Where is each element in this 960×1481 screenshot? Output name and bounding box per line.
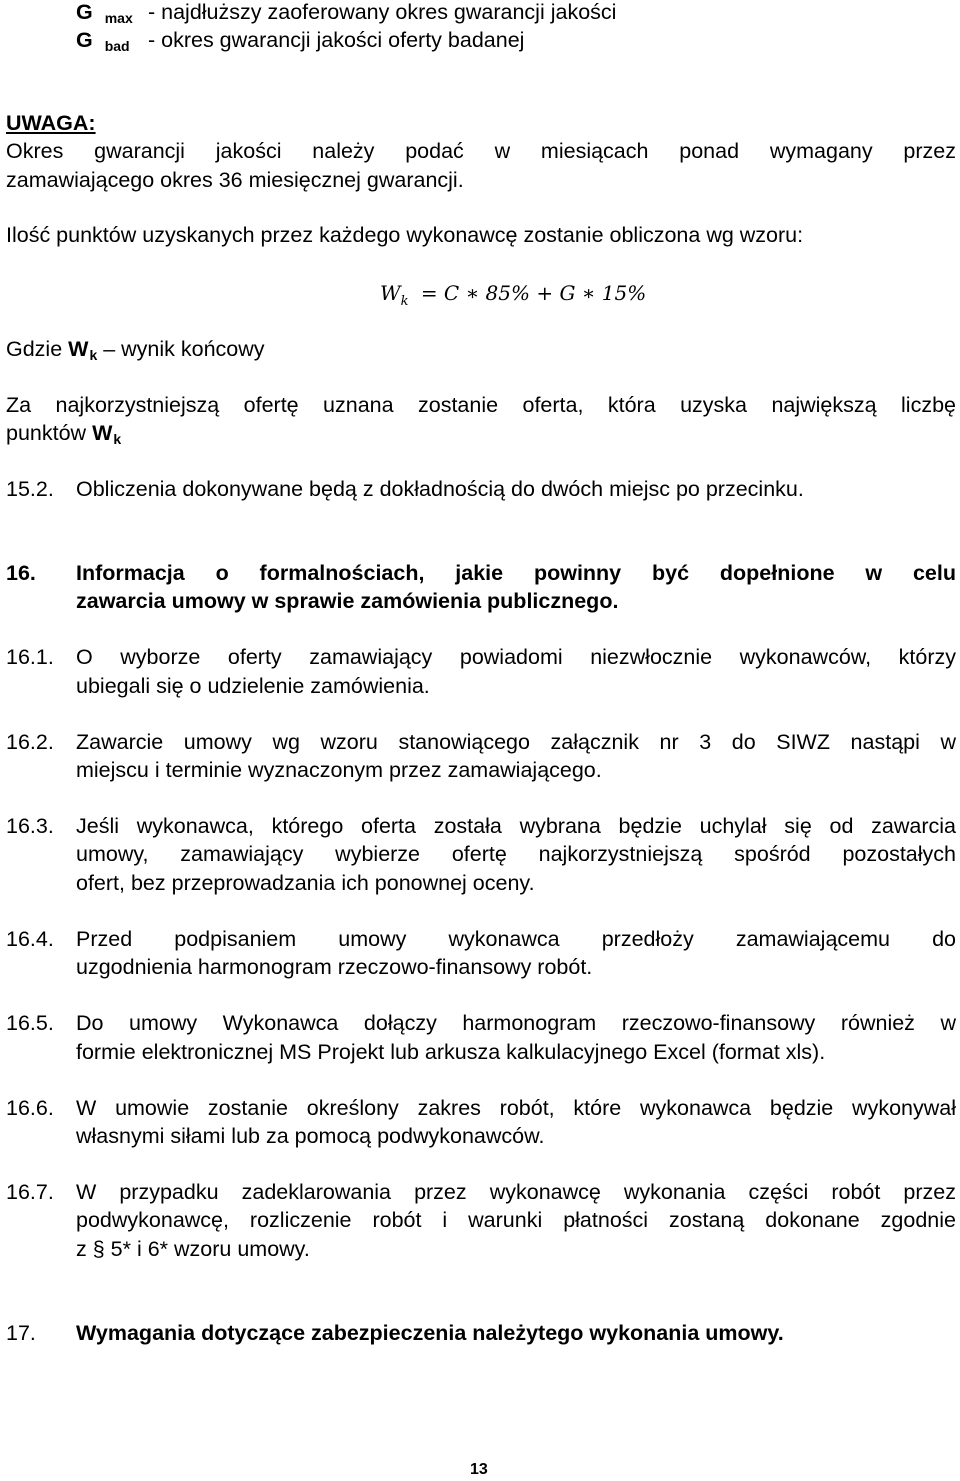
where-symbol: W bbox=[68, 337, 89, 361]
item-line: ubiegali się o udzielenie zamówienia. bbox=[76, 674, 430, 698]
formula-lhs: W bbox=[380, 281, 401, 305]
item-line: O wyborze oferty zamawiający powiadomi niezwłocznie wykonawców, którzy bbox=[76, 645, 956, 669]
gbad-subscript: bad bbox=[104, 38, 130, 54]
p15-2-text: Obliczenia dokonywane będą z dokładnością do dwóch miejsc po przecinku. bbox=[76, 477, 804, 501]
item-number: 16.1. bbox=[6, 645, 54, 669]
s17-number: 17. bbox=[6, 1321, 36, 1345]
where-suffix: – wynik końcowy bbox=[97, 337, 265, 361]
gbad-description: - okres gwarancji jakości oferty badanej bbox=[148, 28, 525, 52]
best-offer-subscript: k bbox=[113, 431, 122, 447]
item-line: uzgodnienia harmonogram rzeczowo-finansowy robót. bbox=[76, 955, 593, 979]
best-offer-prefix: punktów bbox=[6, 421, 93, 445]
formula-lhs-subscript: k bbox=[400, 294, 409, 309]
formula-rhs: = C ∗ 85% + G ∗ 15% bbox=[420, 281, 647, 305]
item-line: Do umowy Wykonawca dołączy harmonogram rzeczowo-finansowy również w bbox=[76, 1011, 956, 1035]
item-number: 16.3. bbox=[6, 814, 54, 838]
item-line: ofert, bez przeprowadzania ich ponownej oceny. bbox=[76, 871, 535, 895]
item-number: 16.6. bbox=[6, 1096, 54, 1120]
where-subscript: k bbox=[89, 347, 98, 363]
item-line: podwykonawcę, rozliczenie robót i warunki płatności zostaną dokonane zgodnie bbox=[76, 1208, 956, 1232]
item-line: umowy, zamawiający wybierze ofertę najkorzystniejszą spośród pozostałych bbox=[76, 842, 956, 866]
item-number: 16.5. bbox=[6, 1011, 54, 1035]
s17-title: Wymagania dotyczące zabezpieczenia należytego wykonania umowy. bbox=[76, 1321, 784, 1345]
item-line: miejscu i terminie wyznaczonym przez zamawiającego. bbox=[76, 758, 602, 782]
item-line: Przed podpisaniem umowy wykonawca przedłoży zamawiającemu do bbox=[76, 927, 956, 951]
where-prefix: Gdzie bbox=[6, 337, 69, 361]
legend-gbad bbox=[76, 30, 130, 53]
item-line: W umowie zostanie określony zakres robót, które wykonawca będzie wykonywał bbox=[76, 1096, 956, 1120]
legend-gmax bbox=[76, 2, 133, 25]
gmax-subscript: max bbox=[104, 10, 133, 26]
gmax-description: - najdłuższy zaoferowany okres gwarancji jakości bbox=[148, 0, 617, 24]
item-number: 16.7. bbox=[6, 1180, 54, 1204]
item-line: z § 5* i 6* wzoru umowy. bbox=[76, 1237, 310, 1261]
item-line: własnymi siłami lub za pomocą podwykonawców. bbox=[76, 1124, 545, 1148]
s16-title-line-1: Informacja o formalnościach, jakie powinny być dopełnione w celu bbox=[76, 561, 956, 585]
best-offer-line-2 bbox=[6, 423, 121, 446]
note-line-2: zamawiającego okres 36 miesięcznej gwarancji. bbox=[6, 168, 464, 192]
item-number: 16.2. bbox=[6, 730, 54, 754]
gmax-symbol: G bbox=[76, 0, 93, 24]
scoring-formula bbox=[380, 283, 646, 308]
item-number: 16.4. bbox=[6, 927, 54, 951]
item-line: W przypadku zadeklarowania przez wykonawcę wykonania części robót przez bbox=[76, 1180, 956, 1204]
page-number: 13 bbox=[470, 1461, 488, 1478]
note-heading: UWAGA: bbox=[6, 111, 96, 135]
note-line-1: Okres gwarancji jakości należy podać w miesiącach ponad wymagany przez bbox=[6, 139, 956, 163]
where-definition bbox=[6, 339, 265, 362]
s16-title-line-2: zawarcia umowy w sprawie zamówienia publicznego. bbox=[76, 589, 619, 613]
s16-number: 16. bbox=[6, 561, 36, 585]
best-offer-symbol: W bbox=[92, 421, 113, 445]
best-offer-line-1: Za najkorzystniejszą ofertę uznana zostanie oferta, która uzyska największą liczbę bbox=[6, 393, 956, 417]
item-line: formie elektronicznej MS Projekt lub arkusza kalkulacyjnego Excel (format xls). bbox=[76, 1040, 826, 1064]
p15-2-number: 15.2. bbox=[6, 477, 54, 501]
gbad-symbol: G bbox=[76, 28, 93, 52]
item-line: Zawarcie umowy wg wzoru stanowiącego załącznik nr 3 do SIWZ nastąpi w bbox=[76, 730, 956, 754]
item-line: Jeśli wykonawca, którego oferta została wybrana będzie uchylał się od zawarcia bbox=[76, 814, 956, 838]
points-intro: Ilość punktów uzyskanych przez każdego wykonawcę zostanie obliczona wg wzoru: bbox=[6, 223, 804, 247]
